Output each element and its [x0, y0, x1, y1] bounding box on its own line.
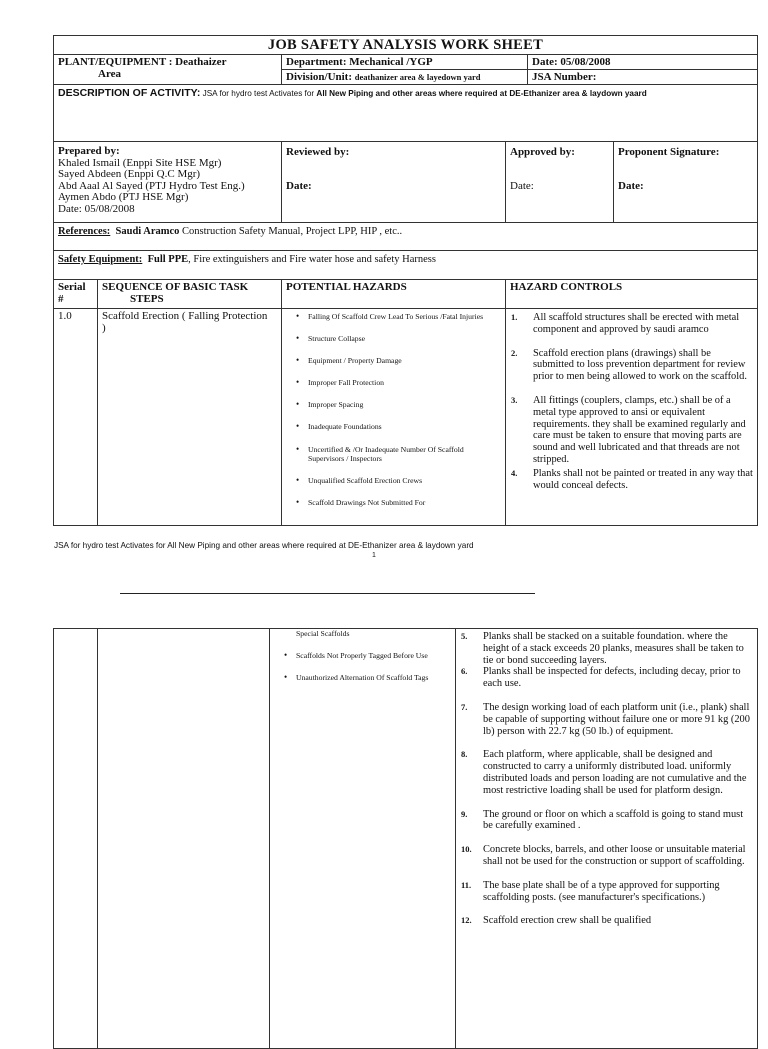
hazard-item: • Scaffolds Not Properly Tagged Before Use — [296, 651, 451, 661]
continuation-step-cell — [98, 629, 270, 1049]
hazard-item: • Scaffold Drawings Not Submitted For — [308, 498, 501, 508]
plant-equipment-cell — [54, 55, 282, 85]
control-item — [511, 467, 753, 492]
hazard-item: • Unauthorized Alternation Of Scaffold Tags — [296, 673, 451, 683]
hazards-cell — [282, 309, 506, 526]
date-jsa-cell — [528, 55, 758, 85]
hazards-list — [286, 312, 501, 508]
references-source: Saudi Aramco — [115, 226, 180, 237]
prepared-date: Date: 05/08/2008 — [58, 202, 135, 215]
hazard-item: • Improper Fall Protection — [308, 378, 501, 388]
safety-equipment-text: , Fire extinguishers and Fire water hose and safety Harness — [188, 254, 436, 265]
approved-by-cell — [506, 142, 614, 223]
control-text: Scaffold erection plans (drawings) shall be submitted to loss prevention department for review prior to men being allowed to work on the scaffold. — [533, 347, 747, 383]
preparer-3: Abd Aaal Al Sayed (PTJ Hydro Test Eng.) — [58, 179, 245, 192]
safety-equipment-ppe: Full PPE — [147, 254, 189, 265]
proponent-signature-cell — [614, 142, 758, 223]
control-text: Planks shall be stacked on a suitable foundation. where the height of a stack exceeds 20 planks, measures shall be taken to tie or bond succeeding layers. — [483, 631, 744, 666]
control-text: Scaffold erection crew shall be qualified — [483, 915, 652, 927]
task-step: Scaffold Erection ( Falling Protection ) — [98, 309, 282, 526]
jsa-continuation-table — [53, 628, 758, 1049]
continuation-hazards-cell — [270, 629, 456, 1049]
division-unit — [282, 70, 527, 84]
hazard-item: • Inadequate Foundations — [308, 422, 501, 432]
control-item — [511, 394, 753, 466]
control-text: Each platform, where applicable, shall be designed and constructed to carry a uniformly distributed load. uniformly distributed loads and person loading are not cumulative and the most restrictive loading shall be used for platform design. — [483, 749, 747, 796]
hazard-item: • Uncertified & /Or Inadequate Number Of Scaffold Supervisors / Inspectors — [308, 445, 501, 464]
description-of-activity — [54, 85, 758, 142]
control-number: 8. — [461, 749, 468, 760]
hazard-item: • Structure Collapse — [308, 334, 501, 344]
control-number: 12. — [461, 915, 472, 926]
header-controls: HAZARD CONTROLS — [506, 280, 758, 309]
page-separator-line — [120, 593, 535, 594]
control-item — [461, 666, 753, 690]
control-item — [461, 749, 753, 796]
division-label: Division/Unit: — [286, 71, 353, 83]
control-number: 5. — [461, 631, 468, 641]
controls-list — [510, 312, 753, 491]
control-number: 2. — [511, 347, 518, 358]
safety-equipment-row — [54, 251, 758, 280]
jsa-number: JSA Number: — [532, 71, 597, 83]
control-text: The design working load of each platform unit (i.e., plank) shall be capable of supporting without failure one or more 91 kg (200 lb) person with 22.7 kg (50 lb.) of equipment. — [483, 701, 750, 737]
approved-date-label: Date: — [510, 180, 534, 192]
control-text: Concrete blocks, barrels, and other loose or unsuitable material shall not be used for the construction or support of scaffolding. — [483, 844, 746, 867]
references-text: Construction Safety Manual, Project LPP, HIP , etc.. — [182, 226, 403, 237]
jsa-form-table — [53, 35, 758, 526]
control-text: Planks shall not be painted or treated in any way that would conceal defects. — [533, 467, 753, 491]
control-text: All fittings (couplers, clamps, etc.) shall be of a metal type approved to ansi or equivalent requirements. they shall be examined regularly and care must be taken to ensure that moving parts are sound and well lubricated and that threads are not stripped. — [533, 394, 746, 465]
header-hazards: POTENTIAL HAZARDS — [282, 280, 506, 309]
description-prefix: JSA for hydro test Activates for — [202, 89, 315, 98]
department: Department: Mechanical /YGP — [282, 55, 527, 70]
page-footer-note: JSA for hydro test Activates for All New Piping and other areas where required at DE-Ethanizer area & laydown yard — [54, 541, 474, 550]
references-row — [54, 223, 758, 251]
reviewed-by-label: Reviewed by: — [286, 146, 350, 158]
serial-number: 1.0 — [54, 309, 98, 526]
control-text: The ground or floor on which a scaffold is going to stand must be carefully examined . — [483, 808, 744, 832]
hazard-item: • Improper Spacing — [308, 400, 501, 410]
prepared-by-cell — [54, 142, 282, 223]
control-number: 1. — [511, 312, 518, 322]
control-item — [461, 844, 753, 868]
control-number: 11. — [461, 879, 472, 890]
control-text: The base plate shall be of a type approved for supporting scaffolding posts. (see manufacturer's specifications.) — [483, 879, 720, 903]
control-item — [461, 631, 753, 666]
control-item — [461, 701, 753, 737]
control-number: 4. — [511, 467, 518, 478]
plant-equipment: PLANT/EQUIPMENT : Deathaizer — [58, 56, 227, 68]
proponent-label: Proponent Signature: — [618, 146, 720, 158]
hazard-item: • Unqualified Scaffold Erection Crews — [308, 476, 501, 486]
continuation-controls-cell — [456, 629, 758, 1049]
continuation-serial-cell — [54, 629, 98, 1049]
preparer-2: Sayed Abdeen (Enppi Q.C Mgr) — [58, 168, 201, 180]
hazard-item: • Falling Of Scaffold Crew Lead To Serious /Fatal Injuries — [308, 312, 501, 322]
hazard-item: • Equipment / Property Damage — [308, 356, 501, 366]
header-sequence-line1: SEQUENCE OF BASIC TASK — [102, 281, 249, 293]
description-label: DESCRIPTION OF ACTIVITY: — [58, 87, 201, 99]
control-number: 9. — [461, 808, 468, 819]
control-item — [461, 915, 753, 927]
control-text: All scaffold structures shall be erected with metal component and approved by saudi aramco — [533, 312, 740, 335]
controls-list-continued — [460, 631, 753, 927]
prepared-by-label: Prepared by: — [58, 145, 120, 157]
header-serial: Serial # — [54, 280, 98, 309]
header-sequence-line2: STEPS — [130, 293, 164, 305]
division-value: deathanizer area & layedown yard — [354, 72, 481, 82]
approved-by-label: Approved by: — [510, 146, 575, 158]
control-number: 7. — [461, 701, 468, 712]
proponent-date-label: Date: — [618, 180, 644, 192]
plant-area: Area — [98, 68, 122, 80]
control-number: 3. — [511, 394, 518, 405]
preparer-4: Aymen Abdo (PTJ HSE Mgr) — [58, 191, 189, 203]
reviewed-date-label: Date: — [286, 180, 312, 192]
control-item — [511, 312, 753, 336]
control-number: 10. — [461, 844, 472, 855]
form-title: JOB SAFETY ANALYSIS WORK SHEET — [54, 36, 758, 55]
header-sequence — [98, 280, 282, 309]
reviewed-by-cell — [282, 142, 506, 223]
date-top: Date: 05/08/2008 — [528, 55, 757, 70]
safety-equipment-label: Safety Equipment: — [58, 254, 143, 265]
control-text: Planks shall be inspected for defects, including decay, prior to each use. — [483, 666, 741, 690]
description-text: All New Piping and other areas where required at DE-Ethanizer area & laydown yaard — [316, 89, 647, 98]
hazard-continuation: Special Scaffolds — [296, 629, 350, 638]
control-number: 6. — [461, 666, 468, 677]
hazards-list-continued — [274, 651, 451, 683]
preparer-1: Khaled Ismail (Enppi Site HSE Mgr) — [58, 156, 222, 169]
control-item — [511, 347, 753, 383]
control-item — [461, 879, 753, 904]
department-division-cell — [282, 55, 528, 85]
references-label: References: — [58, 226, 111, 237]
page-number: 1 — [372, 552, 376, 559]
controls-cell — [506, 309, 758, 526]
control-item — [461, 808, 753, 833]
